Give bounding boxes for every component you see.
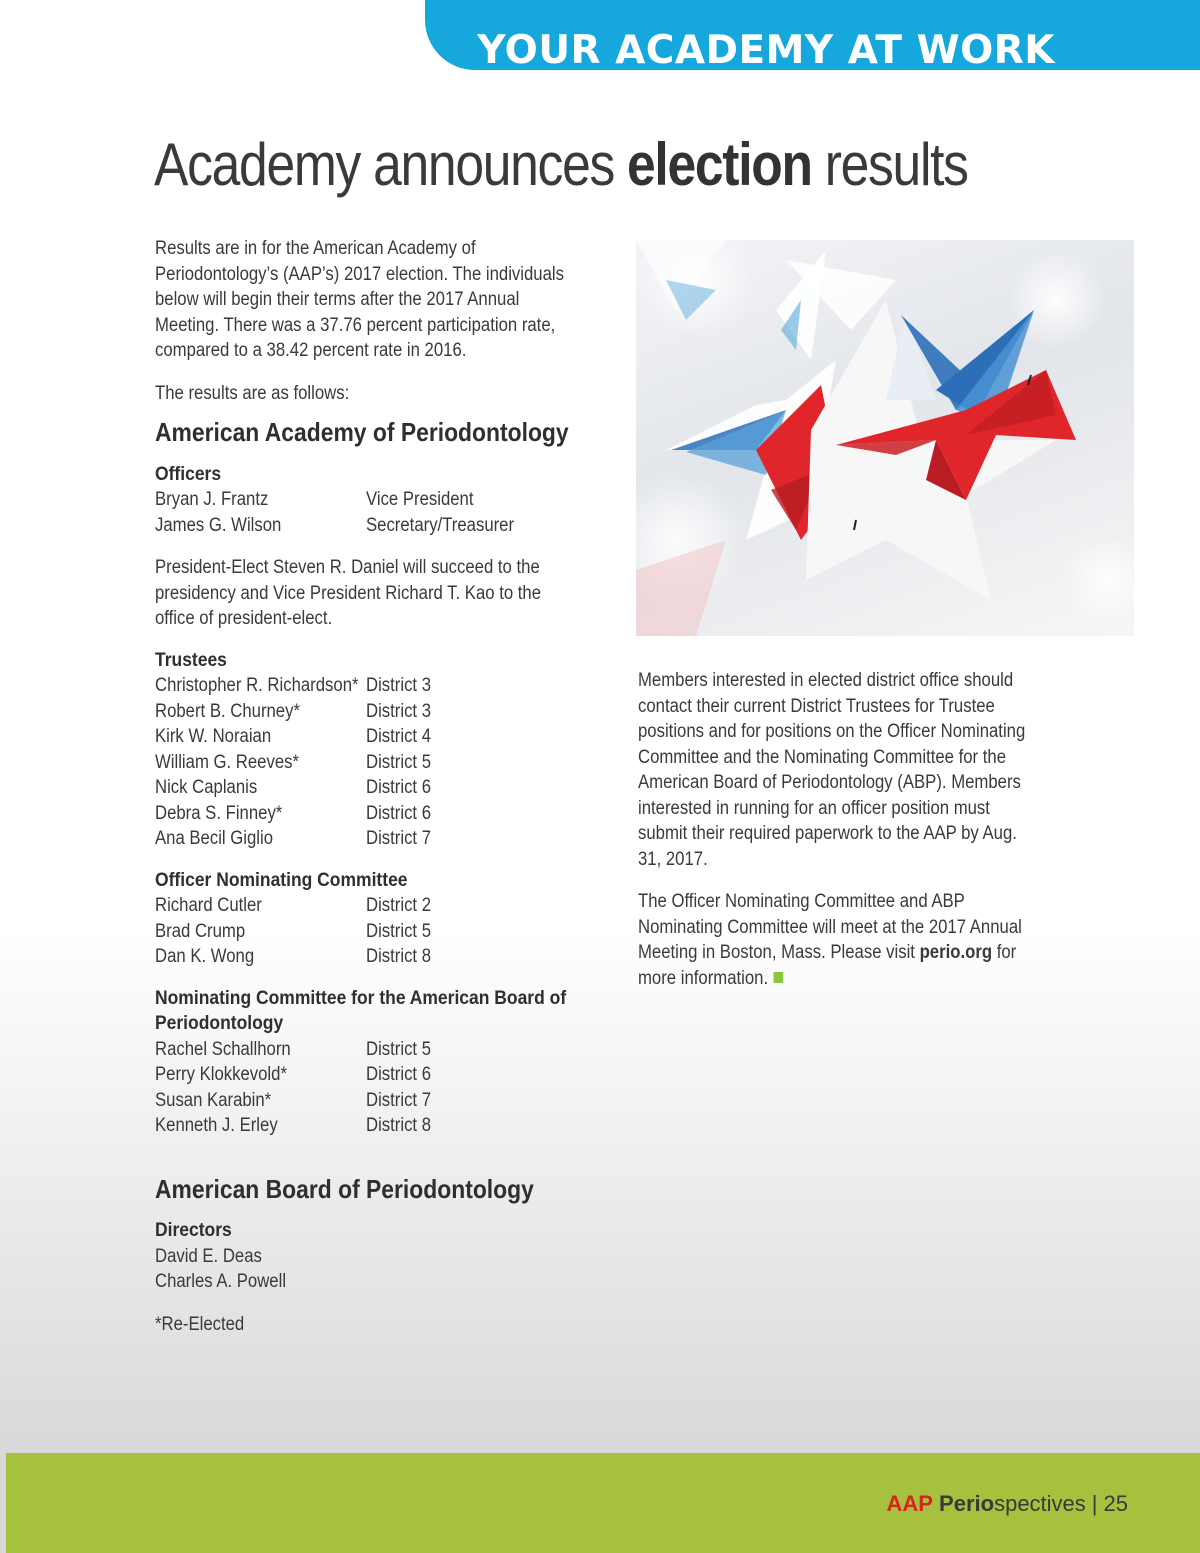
trustee-row: William G. Reeves* District 5	[155, 751, 432, 773]
left-column	[155, 236, 625, 1337]
page-number: 25	[1103, 1491, 1128, 1516]
intro-paragraph: Results are in for the American Academy of Periodontology’s (AAP’s) 2017 election. The individuals below will begin their terms after the 2017 Annual Meeting. There was a 37.76 percent participation rate, compared to a 38.42 percent rate in 2016.	[155, 238, 564, 361]
ncabp-heading: Nominating Committee for the American Board of Periodontology	[155, 987, 567, 1034]
perio-link[interactable]: perio.org	[919, 942, 993, 963]
stars-illustration	[636, 240, 1134, 636]
section-banner-label: YOUR ACADEMY AT WORK	[477, 28, 1055, 70]
director-row: David E. Deas	[155, 1245, 262, 1267]
aap-heading: American Academy of Periodontology	[155, 417, 569, 447]
footer-separator: |	[1091, 1491, 1098, 1516]
abp-heading: American Board of Periodontology	[155, 1173, 534, 1204]
trustees-heading: Trustees	[155, 649, 227, 671]
ncabp-row: Susan Karabin* District 7	[155, 1089, 432, 1111]
end-of-article-icon	[773, 972, 783, 983]
title-post: results	[811, 131, 968, 198]
director-row: Charles A. Powell	[155, 1271, 287, 1292]
trustee-row: Ana Becil Giglio District 7	[155, 828, 432, 849]
officers-heading: Officers	[155, 463, 222, 485]
trustee-row: Debra S. Finney* District 6	[155, 802, 432, 824]
onc-row: Dan K. Wong District 8	[155, 946, 432, 967]
officer-row: Bryan J. Frantz Vice President	[155, 489, 474, 510]
brand-rest: spectives	[994, 1491, 1086, 1516]
trustee-row: Nick Caplanis District 6	[155, 777, 432, 798]
ncabp-row: Kenneth J. Erley District 8	[155, 1115, 432, 1136]
onc-row: Richard Cutler District 2	[155, 895, 432, 916]
footer-bar	[6, 1453, 1200, 1553]
title-bold: election	[627, 131, 812, 198]
meeting-paragraph	[638, 889, 1098, 991]
brand-aap: AAP	[886, 1491, 933, 1516]
meeting-text-post: for more information.	[638, 942, 1017, 989]
trustee-row: Kirk W. Noraian District 4	[155, 726, 432, 747]
results-intro: The results are as follows:	[155, 382, 350, 404]
members-paragraph: Members interested in elected district office should contact their current District Trustees for Trustee positions and for positions on the Officer Nominating Committee and the Nominating Committee for the American Board of Periodontology (ABP). Members interested in running for an officer position must submit their required paperwork to the AAP by Aug. 31, 2017.	[638, 670, 1026, 870]
onc-row: Brad Crump District 5	[155, 920, 432, 942]
meeting-text-pre: The Officer Nominating Committee and ABP Nominating Committee will meet at the 2017 Annual Meeting in Boston, Mass. Please visit	[638, 891, 1022, 963]
directors-heading: Directors	[155, 1220, 232, 1241]
ncabp-row: Rachel Schallhorn District 5	[155, 1038, 432, 1060]
trustee-row: Robert B. Churney* District 3	[155, 700, 432, 722]
page-title	[154, 130, 968, 199]
onc-heading: Officer Nominating Committee	[155, 869, 408, 891]
stars-image	[636, 240, 1134, 636]
succession-paragraph: President-Elect Steven R. Daniel will succeed to the presidency and Vice President Richard T. Kao to the office of president-elect.	[155, 557, 542, 629]
right-column	[638, 668, 1098, 991]
footnote: *Re-Elected	[155, 1313, 245, 1335]
ncabp-row: Perry Klokkevold* District 6	[155, 1064, 432, 1085]
title-pre: Academy announces	[154, 131, 628, 198]
officer-row: James G. Wilson Secretary/Treasurer	[155, 514, 515, 536]
trustee-row: Christopher R. Richardson* District 3	[155, 675, 432, 696]
footer-text	[886, 1491, 1128, 1517]
section-banner	[425, 0, 1200, 70]
brand-perio: Perio	[939, 1491, 995, 1516]
